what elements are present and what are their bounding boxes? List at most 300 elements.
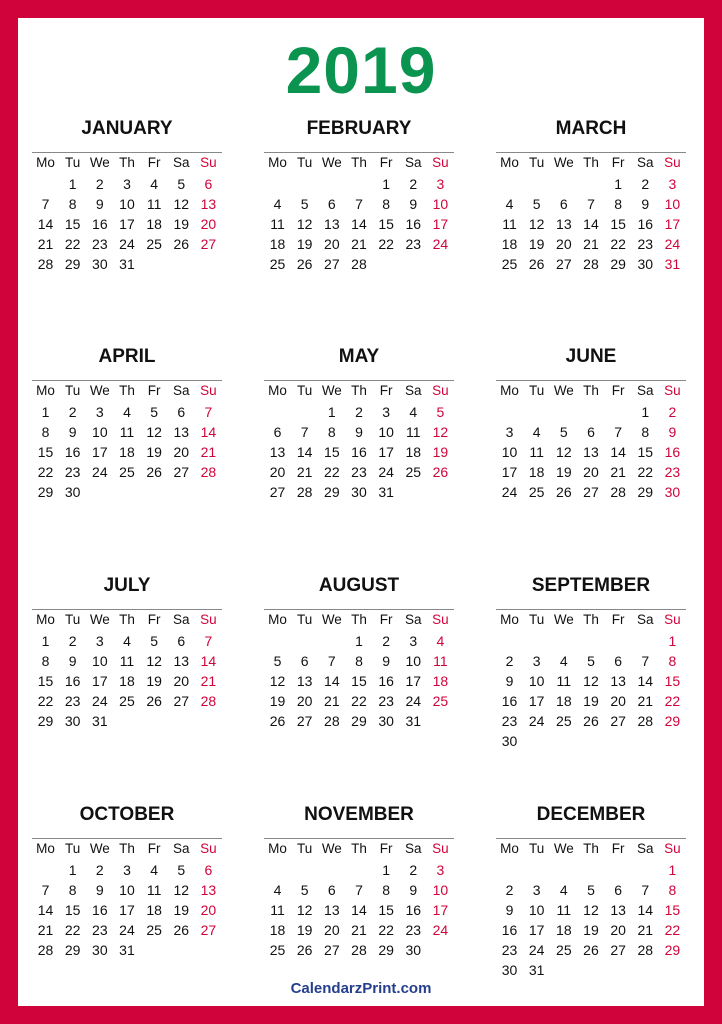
- day-cell: 16: [92, 216, 108, 232]
- weekday-header: Su: [432, 841, 449, 856]
- weekday-header: Th: [583, 841, 599, 856]
- day-cell: 16: [351, 444, 367, 460]
- day-cell-sunday: 31: [664, 256, 681, 272]
- day-cell: 3: [532, 882, 541, 898]
- weekday-header: Mo: [268, 612, 287, 627]
- day-cell: 23: [637, 236, 654, 252]
- day-cell: 1: [641, 404, 650, 420]
- month-name: SEPTEMBER: [531, 575, 651, 596]
- day-cell: 5: [587, 653, 595, 669]
- day-cell: 8: [41, 653, 50, 669]
- day-cell: 11: [119, 653, 135, 669]
- day-cell-sunday: 11: [433, 653, 448, 669]
- weekday-header: Th: [351, 383, 367, 398]
- day-cell: 1: [382, 862, 390, 878]
- day-cell: 17: [528, 922, 545, 938]
- day-cell: 16: [405, 902, 422, 918]
- day-cell: 13: [556, 216, 572, 232]
- month-days-grid: [496, 380, 686, 551]
- day-cell: 21: [351, 236, 367, 252]
- day-cell-sunday: 4: [436, 633, 445, 649]
- month-november: [264, 800, 454, 1009]
- day-cell: 14: [637, 673, 654, 689]
- day-cell: 3: [123, 176, 131, 192]
- day-cell: 9: [409, 882, 418, 898]
- day-cell: 13: [173, 653, 190, 669]
- day-cell-sunday: 14: [200, 424, 217, 440]
- day-cell-sunday: 5: [436, 404, 445, 420]
- day-cell: 20: [556, 236, 572, 252]
- day-cell: 8: [614, 196, 622, 212]
- day-cell-sunday: 9: [668, 424, 677, 440]
- day-cell: 30: [501, 733, 518, 749]
- month-name: MAY: [338, 346, 380, 367]
- day-cell: 18: [405, 444, 422, 460]
- day-cell-sunday: 24: [664, 236, 681, 252]
- weekday-header: We: [553, 841, 574, 856]
- month-name: JANUARY: [81, 118, 173, 139]
- day-cell: 10: [528, 902, 545, 918]
- day-cell-sunday: 17: [432, 902, 449, 918]
- day-cell: 3: [409, 633, 418, 649]
- day-cell: 19: [556, 464, 572, 480]
- day-cell: 30: [64, 713, 81, 729]
- weekday-header: We: [321, 383, 342, 398]
- day-cell: 2: [641, 176, 650, 192]
- day-cell-sunday: 14: [200, 653, 217, 669]
- day-cell: 1: [327, 404, 336, 420]
- day-cell: 18: [269, 236, 286, 252]
- day-cell-sunday: 8: [668, 882, 677, 898]
- day-cell-sunday: 2: [668, 404, 677, 420]
- weekday-header: Su: [664, 841, 681, 856]
- day-cell: 28: [37, 942, 54, 958]
- day-cell: 21: [324, 693, 340, 709]
- day-cell: 30: [64, 484, 81, 500]
- month-days-grid: [496, 152, 686, 323]
- day-cell: 23: [501, 942, 518, 958]
- day-cell: 21: [37, 236, 54, 252]
- day-cell: 12: [269, 673, 286, 689]
- weekday-header: Sa: [404, 155, 422, 170]
- day-cell: 22: [351, 693, 367, 709]
- day-cell: 27: [269, 484, 286, 500]
- day-cell: 14: [37, 216, 54, 232]
- day-cell: 26: [173, 236, 190, 252]
- day-cell: 9: [95, 196, 104, 212]
- day-cell: 19: [296, 236, 313, 252]
- day-cell: 17: [528, 693, 545, 709]
- weekday-header: Fr: [379, 841, 393, 856]
- day-cell: 11: [146, 196, 162, 212]
- day-cell: 29: [324, 484, 340, 500]
- weekday-header: We: [321, 841, 342, 856]
- day-cell: 14: [37, 902, 54, 918]
- weekday-header: Fr: [379, 383, 393, 398]
- day-cell-sunday: 1: [668, 633, 677, 649]
- weekday-header: We: [553, 612, 574, 627]
- month-days-grid: [264, 380, 454, 551]
- weekday-header: Th: [119, 383, 135, 398]
- weekday-header: Tu: [297, 383, 313, 398]
- day-cell: 24: [378, 464, 394, 480]
- day-cell: 19: [528, 236, 545, 252]
- day-cell: 29: [378, 942, 394, 958]
- day-cell: 19: [583, 693, 599, 709]
- month-april: [32, 342, 222, 551]
- day-cell: 26: [173, 922, 190, 938]
- weekday-header: Fr: [611, 841, 625, 856]
- day-cell: 15: [324, 444, 340, 460]
- day-cell-sunday: 24: [432, 922, 449, 938]
- day-cell: 17: [119, 216, 135, 232]
- weekday-header: Tu: [65, 155, 81, 170]
- day-cell: 25: [146, 236, 162, 252]
- day-cell: 4: [532, 424, 541, 440]
- day-cell: 21: [583, 236, 599, 252]
- day-cell: 13: [610, 902, 626, 918]
- day-cell: 10: [119, 882, 135, 898]
- day-cell: 26: [583, 713, 599, 729]
- day-cell: 14: [351, 216, 367, 232]
- day-cell: 21: [296, 464, 313, 480]
- day-cell: 14: [351, 902, 367, 918]
- day-cell: 12: [556, 444, 572, 460]
- day-cell: 6: [587, 424, 595, 440]
- weekday-header: Tu: [529, 383, 545, 398]
- day-cell: 13: [324, 216, 340, 232]
- day-cell-sunday: 15: [664, 673, 681, 689]
- day-cell: 13: [610, 673, 626, 689]
- day-cell: 22: [324, 464, 340, 480]
- day-cell: 19: [146, 444, 162, 460]
- month-days-grid: [32, 609, 222, 780]
- weekday-header: Sa: [172, 383, 190, 398]
- day-cell: 13: [269, 444, 286, 460]
- day-cell: 10: [501, 444, 518, 460]
- day-cell: 30: [92, 942, 108, 958]
- weekday-header: Mo: [36, 841, 55, 856]
- day-cell: 1: [41, 633, 50, 649]
- day-cell: 18: [119, 444, 135, 460]
- day-cell: 5: [587, 882, 595, 898]
- day-cell: 23: [92, 236, 108, 252]
- day-cell: 27: [173, 693, 190, 709]
- day-cell-sunday: 17: [432, 216, 449, 232]
- day-cell: 9: [505, 673, 514, 689]
- day-cell: 12: [296, 216, 313, 232]
- weekday-header: Th: [583, 155, 599, 170]
- day-cell: 5: [177, 862, 186, 878]
- month-name: JUNE: [565, 346, 617, 367]
- day-cell: 18: [269, 922, 286, 938]
- day-cell: 7: [300, 424, 309, 440]
- weekday-header: Tu: [529, 155, 545, 170]
- day-cell: 19: [173, 902, 190, 918]
- weekday-header: Sa: [172, 612, 190, 627]
- day-cell: 27: [324, 942, 340, 958]
- weekday-header: Mo: [500, 383, 519, 398]
- day-cell-sunday: 22: [664, 922, 681, 938]
- day-cell: 7: [41, 196, 50, 212]
- month-name: DECEMBER: [536, 804, 646, 825]
- day-cell: 14: [324, 673, 340, 689]
- day-cell: 9: [95, 882, 104, 898]
- day-cell: 4: [273, 196, 282, 212]
- day-cell: 16: [501, 693, 518, 709]
- weekday-header: Su: [200, 155, 217, 170]
- month-days-grid: [496, 609, 686, 780]
- day-cell: 28: [324, 713, 340, 729]
- day-cell: 18: [146, 216, 162, 232]
- day-cell: 20: [324, 922, 340, 938]
- day-cell: 7: [355, 196, 363, 212]
- weekday-header: Fr: [379, 612, 393, 627]
- month-august: [264, 571, 454, 780]
- day-cell: 26: [146, 464, 162, 480]
- day-cell: 4: [273, 882, 282, 898]
- day-cell: 16: [64, 444, 81, 460]
- weekday-header: Su: [200, 612, 217, 627]
- day-cell: 9: [68, 653, 77, 669]
- day-cell: 8: [641, 424, 650, 440]
- day-cell: 2: [68, 404, 77, 420]
- day-cell: 16: [378, 673, 394, 689]
- day-cell: 28: [637, 942, 654, 958]
- day-cell: 31: [119, 942, 135, 958]
- month-days-grid: [32, 152, 222, 323]
- day-cell: 28: [610, 484, 626, 500]
- day-cell: 27: [610, 713, 626, 729]
- day-cell: 17: [378, 444, 394, 460]
- month-december: [496, 800, 686, 1009]
- day-cell: 14: [296, 444, 313, 460]
- day-cell: 8: [382, 882, 390, 898]
- day-cell: 6: [177, 633, 186, 649]
- day-cell: 5: [150, 633, 158, 649]
- day-cell: 27: [583, 484, 599, 500]
- day-cell: 14: [610, 444, 626, 460]
- day-cell: 16: [637, 216, 654, 232]
- day-cell: 30: [501, 962, 518, 978]
- day-cell: 20: [296, 693, 313, 709]
- day-cell: 16: [405, 216, 422, 232]
- day-cell: 28: [583, 256, 599, 272]
- day-cell: 19: [269, 693, 286, 709]
- day-cell-sunday: 20: [200, 902, 217, 918]
- day-cell: 27: [296, 713, 313, 729]
- day-cell: 8: [68, 196, 77, 212]
- day-cell: 1: [68, 862, 77, 878]
- weekday-header: Sa: [636, 155, 654, 170]
- day-cell: 15: [637, 444, 654, 460]
- day-cell: 30: [405, 942, 422, 958]
- day-cell: 8: [355, 653, 363, 669]
- day-cell: 1: [41, 404, 50, 420]
- footer-brand: CalendarzPrint.com: [290, 980, 432, 997]
- day-cell-sunday: 29: [664, 942, 681, 958]
- day-cell: 14: [637, 902, 654, 918]
- day-cell: 29: [64, 942, 81, 958]
- day-cell: 13: [173, 424, 190, 440]
- day-cell: 22: [378, 922, 394, 938]
- day-cell: 2: [95, 176, 104, 192]
- day-cell: 2: [95, 862, 104, 878]
- day-cell-sunday: 23: [664, 464, 681, 480]
- weekday-header: We: [89, 841, 110, 856]
- day-cell-sunday: 12: [432, 424, 449, 440]
- day-cell: 28: [296, 484, 313, 500]
- day-cell: 25: [528, 484, 545, 500]
- day-cell: 7: [641, 882, 650, 898]
- weekday-header: Th: [119, 841, 135, 856]
- weekday-header: Sa: [404, 841, 422, 856]
- day-cell: 15: [351, 673, 367, 689]
- day-cell: 24: [528, 713, 545, 729]
- day-cell: 16: [64, 673, 81, 689]
- day-cell: 29: [610, 256, 626, 272]
- weekday-header: Mo: [500, 841, 519, 856]
- weekday-header: Fr: [147, 155, 161, 170]
- day-cell: 5: [150, 404, 158, 420]
- day-cell-sunday: 27: [200, 236, 217, 252]
- day-cell: 1: [382, 176, 390, 192]
- weekday-header: Sa: [172, 155, 190, 170]
- day-cell: 13: [324, 902, 340, 918]
- day-cell: 16: [92, 902, 108, 918]
- day-cell: 19: [173, 216, 190, 232]
- day-cell: 24: [92, 464, 108, 480]
- weekday-header: Sa: [636, 383, 654, 398]
- day-cell: 11: [405, 424, 421, 440]
- day-cell: 4: [123, 404, 131, 420]
- day-cell: 18: [146, 902, 162, 918]
- day-cell: 22: [637, 464, 654, 480]
- weekday-header: Su: [432, 612, 449, 627]
- day-cell: 11: [529, 444, 544, 460]
- day-cell: 12: [146, 653, 162, 669]
- day-cell: 11: [119, 424, 135, 440]
- day-cell: 2: [409, 176, 418, 192]
- day-cell: 26: [528, 256, 545, 272]
- day-cell: 9: [355, 424, 363, 440]
- day-cell: 31: [119, 256, 135, 272]
- day-cell: 11: [502, 216, 517, 232]
- day-cell: 6: [273, 424, 282, 440]
- day-cell-sunday: 15: [664, 902, 681, 918]
- day-cell: 19: [583, 922, 599, 938]
- day-cell: 27: [610, 942, 626, 958]
- day-cell: 18: [501, 236, 518, 252]
- day-cell: 12: [173, 882, 190, 898]
- day-cell: 2: [505, 653, 514, 669]
- day-cell-sunday: 7: [204, 404, 213, 420]
- day-cell: 29: [64, 256, 81, 272]
- weekday-header: Th: [583, 383, 599, 398]
- day-cell-sunday: 8: [668, 653, 677, 669]
- day-cell: 3: [123, 862, 131, 878]
- weekday-header: Su: [432, 155, 449, 170]
- day-cell: 20: [324, 236, 340, 252]
- day-cell: 23: [92, 922, 108, 938]
- month-june: [496, 342, 686, 551]
- weekday-header: Sa: [404, 383, 422, 398]
- day-cell-sunday: 21: [200, 444, 217, 460]
- day-cell-sunday: 29: [664, 713, 681, 729]
- month-days-grid: [264, 609, 454, 780]
- day-cell: 25: [119, 693, 135, 709]
- day-cell: 24: [501, 484, 518, 500]
- day-cell-sunday: 13: [200, 196, 217, 212]
- month-days-grid: [32, 380, 222, 551]
- day-cell: 23: [351, 464, 367, 480]
- day-cell: 9: [68, 424, 77, 440]
- weekday-header: Su: [200, 841, 217, 856]
- day-cell: 6: [177, 404, 186, 420]
- weekday-header: Th: [119, 155, 135, 170]
- day-cell: 26: [556, 484, 572, 500]
- weekday-header: Fr: [611, 612, 625, 627]
- weekday-header: Tu: [297, 612, 313, 627]
- day-cell: 2: [68, 633, 77, 649]
- weekday-header: Tu: [65, 383, 81, 398]
- day-cell: 27: [556, 256, 572, 272]
- month-name: NOVEMBER: [304, 804, 414, 825]
- day-cell: 6: [559, 196, 568, 212]
- day-cell-sunday: 30: [664, 484, 681, 500]
- day-cell: 23: [501, 713, 518, 729]
- weekday-header: Mo: [268, 155, 287, 170]
- weekday-header: We: [553, 383, 574, 398]
- day-cell: 16: [501, 922, 518, 938]
- day-cell: 20: [610, 922, 626, 938]
- month-march: [496, 114, 686, 323]
- day-cell: 15: [37, 673, 54, 689]
- day-cell-sunday: 20: [200, 216, 217, 232]
- weekday-header: We: [89, 155, 110, 170]
- day-cell: 7: [327, 653, 336, 669]
- day-cell: 24: [92, 693, 108, 709]
- day-cell: 25: [556, 942, 572, 958]
- day-cell: 20: [610, 693, 626, 709]
- weekday-header: Fr: [147, 612, 161, 627]
- weekday-header: Th: [119, 612, 135, 627]
- month-name: APRIL: [98, 346, 156, 367]
- weekday-header: Su: [664, 612, 681, 627]
- weekday-header: Tu: [65, 841, 81, 856]
- day-cell: 27: [324, 256, 340, 272]
- day-cell: 10: [528, 673, 545, 689]
- day-cell: 24: [119, 922, 135, 938]
- day-cell: 31: [405, 713, 422, 729]
- day-cell-sunday: 3: [668, 176, 677, 192]
- day-cell-sunday: 24: [432, 236, 449, 252]
- day-cell: 2: [505, 882, 514, 898]
- day-cell-sunday: 13: [200, 882, 217, 898]
- day-cell: 4: [505, 196, 514, 212]
- weekday-header: Th: [351, 841, 367, 856]
- day-cell: 1: [355, 633, 363, 649]
- day-cell-sunday: 10: [664, 196, 681, 212]
- month-name: FEBRUARY: [306, 118, 412, 139]
- day-cell: 26: [583, 942, 599, 958]
- day-cell-sunday: 3: [436, 862, 445, 878]
- day-cell: 14: [583, 216, 599, 232]
- day-cell: 19: [146, 673, 162, 689]
- month-name: JULY: [103, 575, 151, 596]
- month-name: AUGUST: [318, 575, 400, 596]
- day-cell: 5: [177, 176, 186, 192]
